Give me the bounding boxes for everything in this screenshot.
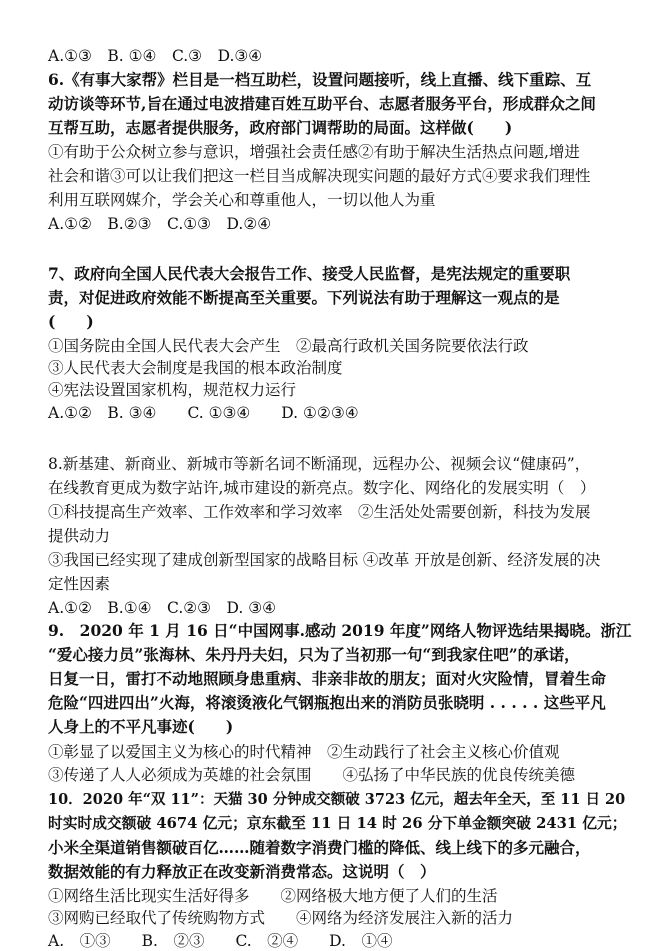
q9-statements-line-1: ①彰显了以爱国主义为核心的时代精神 ②生动践行了社会主义核心价值观 (48, 743, 560, 761)
q8-statements-line-1: ①科技提高生产效率、工作效率和学习效率 ②生活处处需要创新，科技为发展 (48, 503, 591, 521)
q8-stem-line-2: 在线教育更成为数字站许,城市建设的新亮点。数字化、网络化的发展实明（ ） (48, 479, 596, 497)
q6-options: A.①② B.②③ C.①③ D.②④ (48, 215, 272, 233)
q8-statements-line-2: 提供动力 (48, 527, 111, 545)
q10-stem-line-4: 数据效能的有力释放正在改变新消费常态。这说明（ ） (48, 862, 436, 881)
q10-statements-line-2: ③网购已经取代了传统购物方式 ④网络为经济发展注入新的活力 (48, 909, 514, 927)
q10-options: A. ①③ B. ②③ C. ②④ D. ①④ (48, 932, 393, 950)
q7-stem-line-1: 7、政府向全国人民代表大会报告工作、接受人民监督，是宪法规定的重要职 (48, 264, 571, 283)
q9-stem-line-4: 危险“四进四出”火海，将滚烫液化气钢瓶抱出来的消防员张晓明 . . . . . 这些平凡 (48, 693, 606, 712)
q8-stem-line-1: 8.新基建、新商业、新城市等新名词不断涌现，远程办公、视频会议“健康码”， (48, 455, 591, 473)
q10-stem-line-3: 小米全渠道销售额破百亿……随着数字消费门槛的降低、线上线下的多元融合， (48, 838, 591, 857)
q10-statements-line-1: ①网络生活比现实生活好得多 ②网络极大地方便了人们的生活 (48, 887, 498, 905)
q7-statements-line-3: ④宪法设置国家机构，规范权力运行 (48, 381, 297, 399)
q9-stem-line-1: 9. 2020 年 1 月 16 日“中国网事.感动 2019 年度”网络人物评选结果揭晓。浙江 (48, 621, 632, 640)
q7-stem-line-2: 责，对促进政府效能不断提高至关重要。下列说法有助于理解这一观点的是 (48, 288, 560, 307)
q6-statements-line-1: ①有助于公众树立参与意识，增强社会责任感②有助于解决生活热点问题,增进 (48, 143, 580, 161)
q8-statements-line-4: 定性因素 (48, 575, 111, 593)
q9-stem-line-2: “爱心接力员”张海林、朱丹丹夫妇，只为了当初那一句“到我家住吧”的承诺， (48, 645, 580, 664)
q5-options: A.①③ B. ①④ C.③ D.③④ (48, 47, 263, 65)
q7-statements-line-2: ③人民代表大会制度是我国的根本政治制度 (48, 359, 343, 377)
q8-statements-line-3: ③我国已经实现了建成创新型国家的战略目标 ④改革 开放是创新、经济发展的决 (48, 551, 601, 569)
q6-statements-line-3: 利用互联网媒介，学会关心和尊重他人，一切以他人为重 (48, 191, 436, 209)
q8-options: A.①② B.①④ C.②③ D. ③④ (48, 599, 277, 617)
q9-stem-line-3: 日复一日，雷打不动地照顾身患重病、非亲非故的朋友；面对火灾险情，冒着生命 (48, 669, 607, 688)
q9-stem-line-5: 人身上的不平凡事迹( ) (48, 717, 234, 736)
q7-statements-line-1: ①国务院由全国人民代表大会产生 ②最高行政机关国务院要依法行政 (48, 337, 529, 355)
q7-options: A.①② B. ③④ C. ①③④ D. ①②③④ (48, 404, 359, 422)
q6-stem-line-2: 动访谈等环节,旨在通过电波措建百姓互助平台、志愿者服务平台，形成群众之间 (48, 94, 596, 113)
q6-statements-line-2: 社会和谐③可以让我们把这一栏目当成解决现实问题的最好方式④要求我们理性 (48, 167, 591, 185)
q6-stem-line-1: 6.《有事大家帮》栏目是一档互助栏，设置问题接听，线上直播、线下重踪、互 (48, 70, 592, 89)
q6-stem-line-3: 互帮互助，志愿者提供服务，政府部门调帮助的局面。这样做( ) (48, 118, 513, 137)
q10-stem-line-1: 10．2020 年“双 11”：天猫 30 分钟成交额破 3723 亿元，超去年全天，至 11 日 20 (48, 791, 626, 808)
q10-stem-line-2: 时实时成交额破 4674 亿元；京东截至 11 日 14 时 26 分下单金额突破 2431 亿元； (48, 815, 627, 832)
q7-stem-line-3: ( ) (48, 312, 94, 331)
q9-statements-line-2: ③传递了人人必须成为英雄的社会氛围 ④弘扬了中华民族的优良传统美德 (48, 766, 576, 784)
